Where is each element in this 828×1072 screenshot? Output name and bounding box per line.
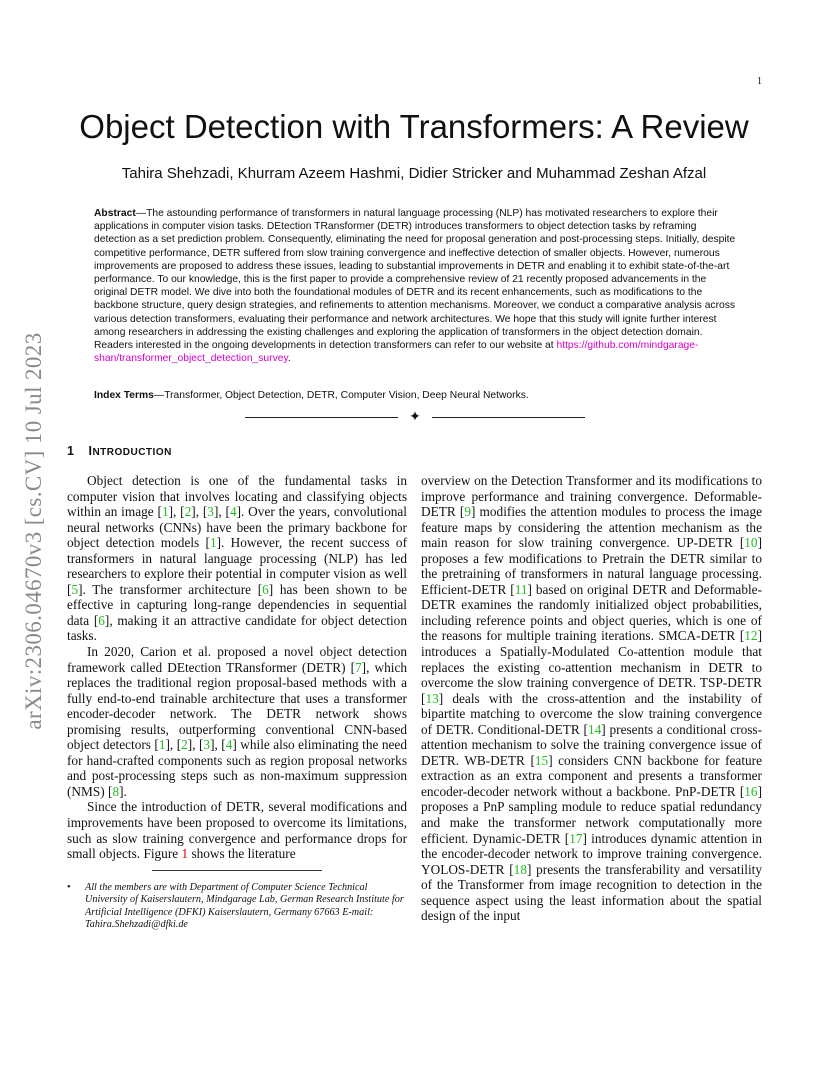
text-span: ]. However, the recent success of transformers in natural language processing (NLP) has led researchers to explore their potential in computer vision as well [: [67, 535, 407, 597]
citation-link[interactable]: 1: [209, 535, 217, 551]
citation-link[interactable]: 17: [569, 830, 583, 846]
bullet-icon: •: [67, 882, 71, 893]
intro-paragraph-2: [67, 644, 407, 799]
text-span: shows the literature: [188, 846, 296, 862]
section-title-rest: NTRODUCTION: [92, 447, 172, 458]
text-span: ], which replaces the traditional region proposal-based methods with a fully end-to-end trainable architecture that uses a transformer encoder-decoder network. The DETR network shows promising results, outperforming conventional CNN-based object detectors [: [67, 659, 407, 753]
section-title-initial: I: [88, 444, 93, 458]
citation-link[interactable]: 18: [513, 861, 527, 877]
citation-link[interactable]: 2: [181, 737, 188, 753]
citation-link[interactable]: 4: [225, 737, 233, 753]
arxiv-id: arXiv:2306.04670v3 [cs.CV] 10 Jul 2023: [21, 332, 46, 730]
left-column: [67, 473, 407, 862]
text-span: ] presents the transferability and versatility of the Transformer from image recognition to detection in the sequence aspect using the least information about the spatial design of the input: [421, 861, 762, 924]
text-span: ].: [119, 783, 127, 799]
index-terms-label: Index Terms: [94, 390, 154, 401]
abstract-end: .: [287, 353, 291, 365]
text-span: ], [: [213, 504, 230, 520]
text-span: ], [: [191, 504, 208, 520]
text-span: ], [: [187, 737, 204, 753]
text-span: ] modifies the attention modules to process the image feature maps by considering the attention mechanism as the main reason for slow training convergence. UP-DETR [: [421, 504, 763, 551]
paper-title: Object Detection with Transformers: A Review: [79, 108, 749, 145]
text-span: ] proposes a PnP sampling module to reduce spatial redundancy and make the transformer network computationally more efficient. Dynamic-DETR [: [421, 783, 762, 846]
citation-link[interactable]: 6: [98, 612, 105, 628]
text-span: ], making it an attractive candidate for object detection tasks.: [67, 612, 407, 644]
citation-link[interactable]: 1: [161, 504, 169, 520]
citation-link[interactable]: 15: [534, 752, 549, 768]
text-span: ]. Over the years, convolutional neural networks (CNNs) have been the primary backbone for object detection models [: [67, 504, 407, 551]
citation-link[interactable]: 14: [587, 721, 602, 737]
citation-link[interactable]: 2: [184, 504, 192, 520]
text-span: ] introduces dynamic attention in the encoder-decoder network to improve training convergence. YOLOS-DETR [: [421, 830, 762, 877]
citation-link[interactable]: 6: [262, 581, 269, 597]
text-span: overview on the Detection Transformer and its modifications to improve performance and training convergence. Deformable-DETR [: [421, 473, 762, 520]
footnote-text: All the members are with Department of Computer Science Technical University of Kaiserslautern, Mindgarage Lab, German Research Institute for Artificial Intelligence (DFKI) Kaiserslautern, Germany 67663 E-mail: Tahira.Shehzadi@dfki.de: [85, 882, 404, 930]
text-span: ] deals with the cross-attention and the instability of bipartite matching to overcome the slow training convergence of DETR. Conditional-DETR [: [421, 690, 762, 737]
citation-link[interactable]: 5: [71, 581, 79, 597]
citation-link[interactable]: 4: [229, 504, 237, 520]
citation-link[interactable]: 1: [158, 737, 166, 753]
divider-line-right: [432, 417, 585, 418]
text-span: ], [: [210, 737, 226, 753]
intro-paragraph-1: [67, 473, 407, 644]
section-divider: [245, 410, 585, 426]
text-span: ], [: [168, 504, 185, 520]
survey-website-link[interactable]: https://github.com/mindgarage-shan/transformer_object_detection_survey: [94, 340, 699, 365]
index-terms: [94, 390, 736, 401]
citation-link[interactable]: 3: [203, 737, 211, 753]
text-span: ], [: [165, 737, 182, 753]
divider-line-left: [245, 417, 398, 418]
figure-link[interactable]: 1: [181, 846, 189, 862]
section-heading-introduction: [67, 444, 172, 458]
text-span: ] has been shown to be effective in capturing long-range dependencies in sequential data [: [67, 581, 407, 628]
text-span: ] proposes a few modifications to Pretrain the DETR similar to the pretraining of transformers in natural language processing. Efficient-DETR [: [421, 535, 762, 597]
text-span: ] introduces a Spatially-Modulated Co-attention module that replaces the existing co-attention mechanism in DETR to overcome the slow training convergence of DETR. TSP-DETR [: [421, 628, 762, 706]
intro-paragraph-3: [67, 799, 407, 861]
text-span: ] presents a conditional cross-attention mechanism to solve the training convergence issue of DETR. WB-DETR [: [421, 721, 763, 768]
citation-link[interactable]: 9: [464, 504, 471, 520]
index-terms-text: —Transformer, Object Detection, DETR, Computer Vision, Deep Neural Networks.: [153, 390, 529, 401]
citation-link[interactable]: 13: [425, 690, 439, 706]
footnote-rule: [152, 870, 322, 871]
citation-link[interactable]: 8: [112, 783, 120, 799]
text-span: Object detection is one of the fundamental tasks in computer vision that involves locating and classifying objects within an image [: [67, 473, 407, 520]
text-span: ] considers CNN backbone for feature extraction as an extra component and presents a transformer encoder-decoder network without a backbone. PnP-DETR [: [421, 752, 762, 799]
page-number: 1: [757, 76, 762, 87]
divider-diamond-icon: ✦: [409, 410, 421, 425]
right-column: [421, 473, 762, 924]
author-list: Tahira Shehzadi, Khurram Azeem Hashmi, Didier Stricker and Muhammad Zeshan Afzal: [121, 165, 707, 182]
text-span: Since the introduction of DETR, several modifications and improvements have been proposed to overcome its limitations, such as slow training convergence and performance drops for small objects. Figure: [67, 799, 407, 862]
citation-link[interactable]: 12: [744, 628, 758, 644]
affiliation-footnote: [67, 882, 407, 931]
citation-link[interactable]: 3: [207, 504, 214, 520]
abstract-label: Abstract: [94, 208, 136, 219]
section-number: 1: [67, 444, 75, 458]
citation-link[interactable]: 10: [744, 535, 758, 551]
abstract: [94, 207, 736, 365]
citation-link[interactable]: 7: [355, 659, 362, 675]
citation-link[interactable]: 11: [514, 581, 528, 597]
arxiv-side-stamp: [14, 296, 54, 766]
abstract-text: —The astounding performance of transformers in natural language processing (NLP) has motivated researchers to explore their applications in computer vision tasks. DEtection TRansformer (DETR) introduces transformers to object detection tasks by reframing detection as a set prediction problem. Consequently, eliminating the need for proposal generation and post-processing steps. Initially, despite competitive performance, DETR suffered from slow training convergence and ineffective detection of smaller objects. However, numerous improvements are proposed to address these issues, leading to substantial improvements in DETR and enabling it to exhibit state-of-the-art performance. To our knowledge, this is the first paper to provide a comprehensive review of 21 recently proposed advancements in the original DETR model. We dive into both the foundational modules of DETR and its recent enhancements, such as modifications to the backbone structure, query design strategies, and refinements to attention mechanisms. Moreover, we conduct a comparative analysis across various detection transformers, evaluating their performance and network architectures. We hope that this study will ignite further interest among researchers in addressing the existing challenges and exploring the application of transformers in the object detection domain. Readers interested in the ongoing developments in detection transformers can refer to our website at: [94, 208, 736, 352]
text-span: ] based on original DETR and Deformable-DETR examines the randomly initialized object probabilities, including reference points and object queries, which is one of the reasons for multiple training iterations. SMCA-DETR [: [421, 581, 762, 644]
intro-paragraph-continued: [421, 473, 762, 924]
text-span: In 2020, Carion et al. proposed a novel object detection framework called DEtection TRansformer (DETR) [: [67, 644, 407, 675]
text-span: ] while also eliminating the need for hand-crafted components such as region proposal networks and post-processing steps such as non-maximum suppression (NMS) [: [67, 737, 407, 799]
text-span: ]. The transformer architecture [: [78, 581, 263, 597]
citation-link[interactable]: 16: [744, 783, 758, 799]
